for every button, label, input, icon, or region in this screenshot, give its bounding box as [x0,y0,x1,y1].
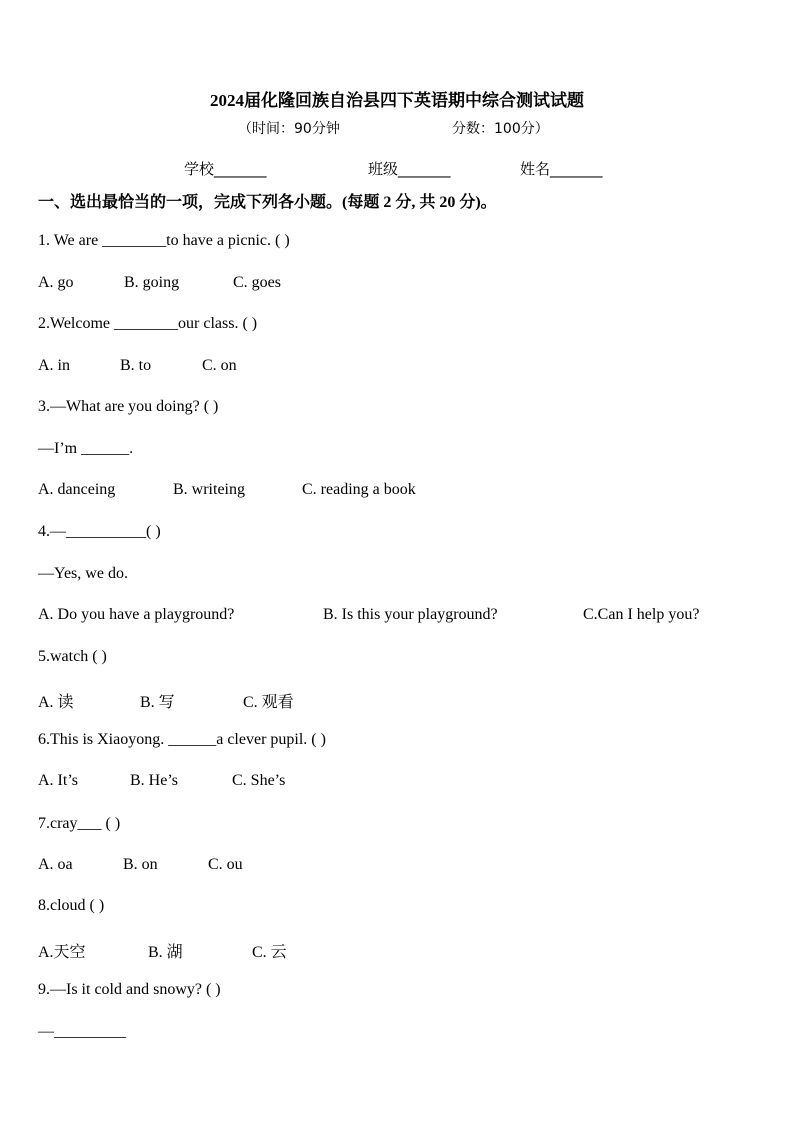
q1-option-c: C. goes [233,274,281,291]
q5-option-b: B. 写 [140,694,175,711]
q7-option-a: A. oa [38,856,73,873]
q6-option-a: A. It’s [38,772,78,789]
q4-option-a: A. Do you have a playground? [38,606,235,623]
q8-option-c: C. 云 [252,944,287,961]
q6-option-c: C. She’s [232,772,286,789]
question-9: 9.—Is it cold and snowy? ( ) [38,981,221,998]
exam-score: 分数：100分） [452,121,549,137]
q2-option-a: A. in [38,357,70,374]
q2-option-b: B. to [120,357,152,374]
q8-option-b: B. 湖 [148,944,183,961]
question-1: 1. We are ________to have a picnic. ( ) [38,232,290,249]
q2-option-c: C. on [202,357,237,374]
question-9-answer-line: —_________ [38,1023,126,1040]
q1-option-a: A. go [38,274,74,291]
q7-option-b: B. on [123,856,158,873]
question-2: 2.Welcome ________our class. ( ) [38,315,258,332]
q4-option-b: B. Is this your playground? [323,606,498,623]
question-3-answer-line: —I’m ______. [38,440,134,457]
question-8: 8.cloud ( ) [38,897,105,914]
question-7: 7.cray___ ( ) [38,815,121,832]
question-5: 5.watch ( ) [38,648,107,665]
section-heading: 一、选出最恰当的一项，完成下列各小题。(每题 2 分, 共 20 分)。 [38,194,497,211]
question-6: 6.This is Xiaoyong. ______a clever pupil. ( ) [38,731,326,748]
q3-option-c: C. reading a book [302,481,416,498]
q8-option-a: A.天空 [38,944,86,961]
question-3: 3.—What are you doing? ( ) [38,398,219,415]
class-field: 班级_______ [368,160,451,178]
name-field: 姓名_______ [520,160,603,178]
q5-option-c: C. 观看 [243,694,294,711]
q1-option-b: B. going [124,274,180,291]
school-field: 学校_______ [184,160,267,178]
q7-option-c: C. ou [208,856,243,873]
question-4-answer-line: —Yes, we do. [38,565,128,582]
q3-option-b: B. writeing [173,481,245,498]
q5-option-a: A. 读 [38,694,74,711]
question-4: 4.—__________( ) [38,523,161,540]
page-title: 2024届化隆回族自治县四下英语期中综合测试试题 [210,91,584,110]
q4-option-c: C.Can I help you? [583,606,700,623]
q3-option-a: A. danceing [38,481,116,498]
q6-option-b: B. He’s [130,772,178,789]
exam-time: （时间：90分钟 [238,121,340,137]
